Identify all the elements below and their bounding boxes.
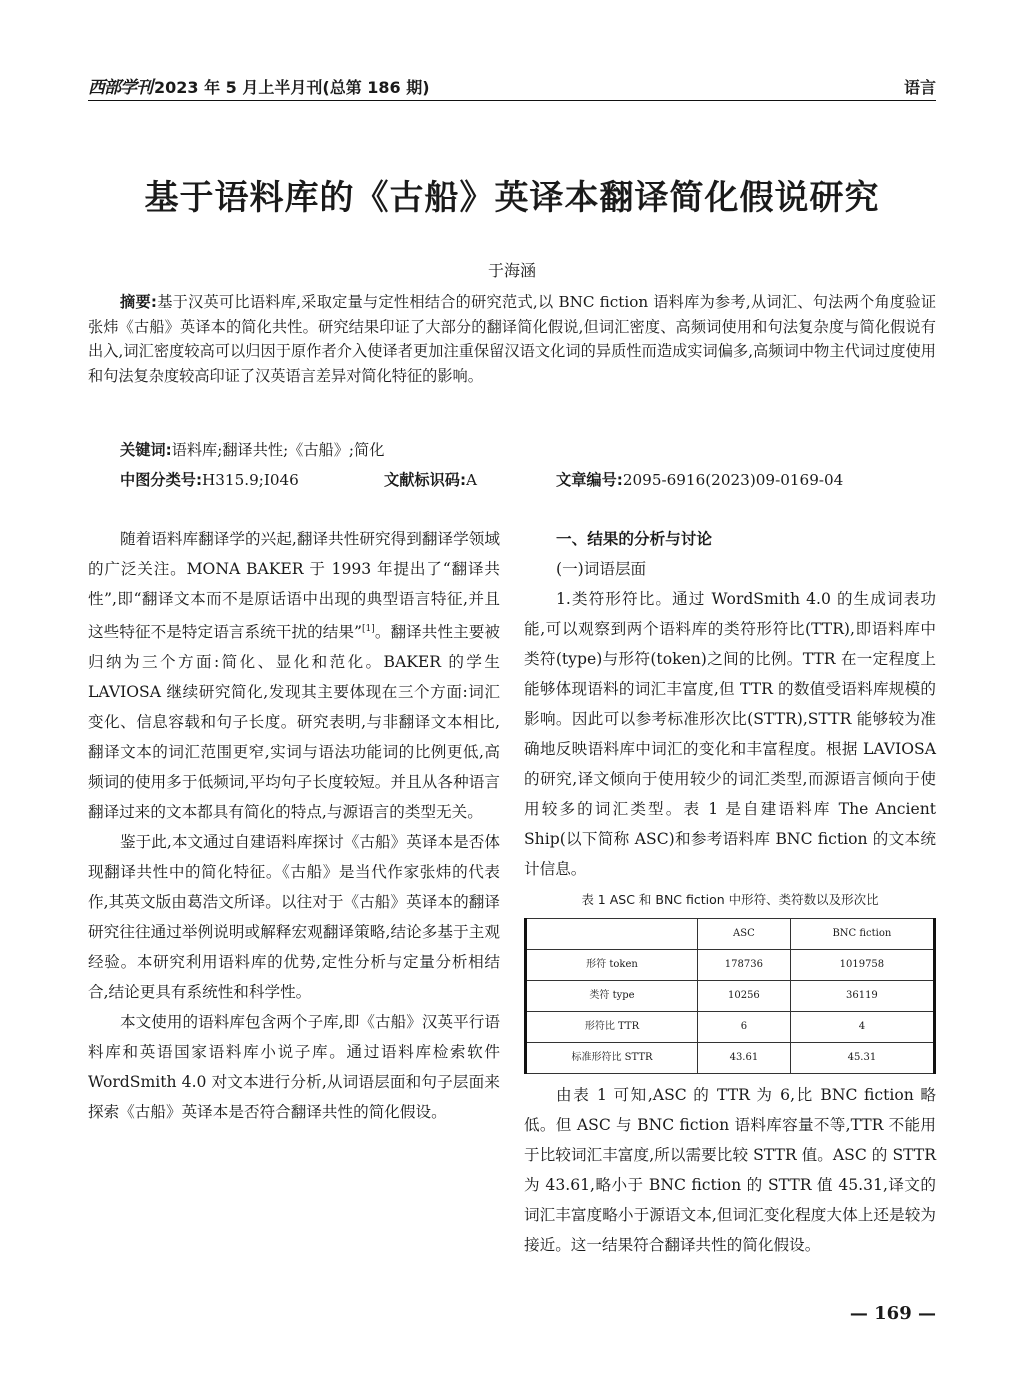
article-title: 基于语料库的《古船》英译本翻译简化假说研究 <box>144 178 880 218</box>
table-cell: 178736 <box>698 950 791 981</box>
paragraph: 鉴于此,本文通过自建语料库探讨《古船》英译本是否体现翻译共性中的简化特征。《古船》是当代作家张炜的代表作,其英文版由葛浩文所译。以往对于《古船》英译本的翻译研究往往通过举例说明或解释宏观翻译策略,结论多基于主观经验。本研究利用语料库的优势,定性分析与定量分析相结合,结论更具有系统性和科学性。 <box>88 833 500 1002</box>
header-rule <box>88 100 936 101</box>
keywords-text: 语料库;翻译共性;《古船》;简化 <box>171 441 385 459</box>
body-column-right <box>524 524 936 1260</box>
paragraph: 1.类符形符比。通过 WordSmith 4.0 的生成词表功能,可以观察到两个语料库的类符形符比(TTR),即语料库中类符(type)与形符(token)之间的比例。TTR 在一定程度上能够体现语料的词汇丰富度,但 TTR 的数值受语料库规模的影响。因此可以参考标准形次比(STTR),STTR 能够较为准确地反映语料库中词汇的变化和丰富程度。根据 LAVIOSA 的研究,译文倾向于使用较少的词汇类型,而源语言倾向于使用较多的词汇类型。表 1 是自建语料库 The Ancient Ship(以下简称 ASC)和参考语料库 BNC fiction 的文本统计信息。 <box>524 590 936 878</box>
table-header-cell: BNC fiction <box>790 919 934 950</box>
abstract-label: 摘要: <box>120 293 157 311</box>
citation-ref: [1] <box>362 624 375 634</box>
clc-value: H315.9;I046 <box>202 471 299 489</box>
table-cell: 1019758 <box>790 950 934 981</box>
paragraph-text: 随着语料库翻译学的兴起,翻译共性研究得到翻译学领域的广泛关注。MONA BAKER 于 1993 年提出了“翻译共性”,即“翻译文本而不是原话语中出现的典型语言特征,并且这些特征不是特定语言系统干扰的结果” <box>88 530 500 642</box>
table-cell: 类符 type <box>526 981 698 1012</box>
table-header-row <box>526 919 935 950</box>
subsection-heading: (一)词语层面 <box>556 560 647 578</box>
keywords <box>120 438 936 462</box>
document-code <box>384 468 477 492</box>
table-cell: 10256 <box>698 981 791 1012</box>
article-no-value: 2095-6916(2023)09-0169-04 <box>622 471 844 489</box>
article-number <box>556 468 843 492</box>
body-column-left <box>88 524 500 1127</box>
clc-label: 中图分类号: <box>120 471 203 489</box>
paragraph: 本文使用的语料库包含两个子库,即《古船》汉英平行语料库和英语国家语料库小说子库。通过语料库检索软件 WordSmith 4.0 对文本进行分析,从词语层面和句子层面来探索《古船》英译本是否符合翻译共性的简化假设。 <box>88 1013 500 1122</box>
author-name: 于海涵 <box>487 261 536 280</box>
doc-code-value: A <box>466 471 477 489</box>
running-header <box>88 72 936 98</box>
statistics-table <box>524 918 936 1074</box>
keywords-label: 关键词: <box>120 441 172 459</box>
table-row <box>526 1043 935 1074</box>
article-no-label: 文章编号: <box>556 471 623 489</box>
table-cell <box>526 919 698 950</box>
section-heading: 一、结果的分析与讨论 <box>556 530 712 548</box>
page-number: — 169 — <box>849 1303 936 1324</box>
table-caption: 表 1 ASC 和 BNC fiction 中形符、类符数以及形次比 <box>581 892 879 907</box>
table-row <box>526 981 935 1012</box>
paragraph: 由表 1 可知,ASC 的 TTR 为 6,比 BNC fiction 略低。但 ASC 与 BNC fiction 语料库容量不等,TTR 不能用于比较词汇丰富度,所以需要比较 STTR 值。ASC 的 STTR 为 43.61,略小于 BNC fiction 的 STTR 值 45.31,译文的词汇丰富度略小于源语文本,但词汇变化程度大体上还是较为接近。这一结果符合翻译共性的简化假设。 <box>524 1086 936 1254</box>
table-cell: 6 <box>698 1012 791 1043</box>
table-cell: 43.61 <box>698 1043 791 1074</box>
table-row <box>526 1012 935 1043</box>
table-cell: 36119 <box>790 981 934 1012</box>
abstract-text: 基于汉英可比语料库,采取定量与定性相结合的研究范式,以 BNC fiction 语料库为参考,从词汇、句法两个角度验证张炜《古船》英译本的简化共性。研究结果印证了大部分的翻译简化假说,但词汇密度、高频词使用和句法复杂度与简化假说有出入,词汇密度较高可以归因于原作者介入使译者更加注重保留汉语文化词的异质性而造成实词偏多,高频词中物主代词过度使用和句法复杂度较高印证了汉英语言差异对简化特征的影响。 <box>88 293 937 385</box>
issue-info: 2023 年 5 月上半月刊(总第 186 期) <box>154 78 430 97</box>
table-cell: 45.31 <box>790 1043 934 1074</box>
paragraph <box>88 524 500 827</box>
doc-code-label: 文献标识码: <box>384 471 467 489</box>
clc-number <box>120 468 299 492</box>
table-cell: 形符比 TTR <box>526 1012 698 1043</box>
abstract <box>88 290 936 388</box>
table-cell: 形符 token <box>526 950 698 981</box>
section-label: 语言 <box>903 78 936 97</box>
table-cell: 标准形符比 STTR <box>526 1043 698 1074</box>
table-row <box>526 950 935 981</box>
table-cell: 4 <box>790 1012 934 1043</box>
paragraph-text: 。翻译共性主要被归纳为三个方面:简化、显化和范化。BAKER 的学生 LAVIOSA 继续研究简化,发现其主要体现在三个方面:词汇变化、信息容载和句子长度。研究表明,与非翻译文本相比,翻译文本的词汇范围更窄,实词与语法功能词的比例更低,高频词的使用多于低频词,平均句子长度较短。并且从各种语言翻译过来的文本都具有简化的特点,与源语言的类型无关。 <box>88 623 500 822</box>
journal-logo: 西部学刊 <box>88 78 152 98</box>
table-header-cell: ASC <box>698 919 791 950</box>
